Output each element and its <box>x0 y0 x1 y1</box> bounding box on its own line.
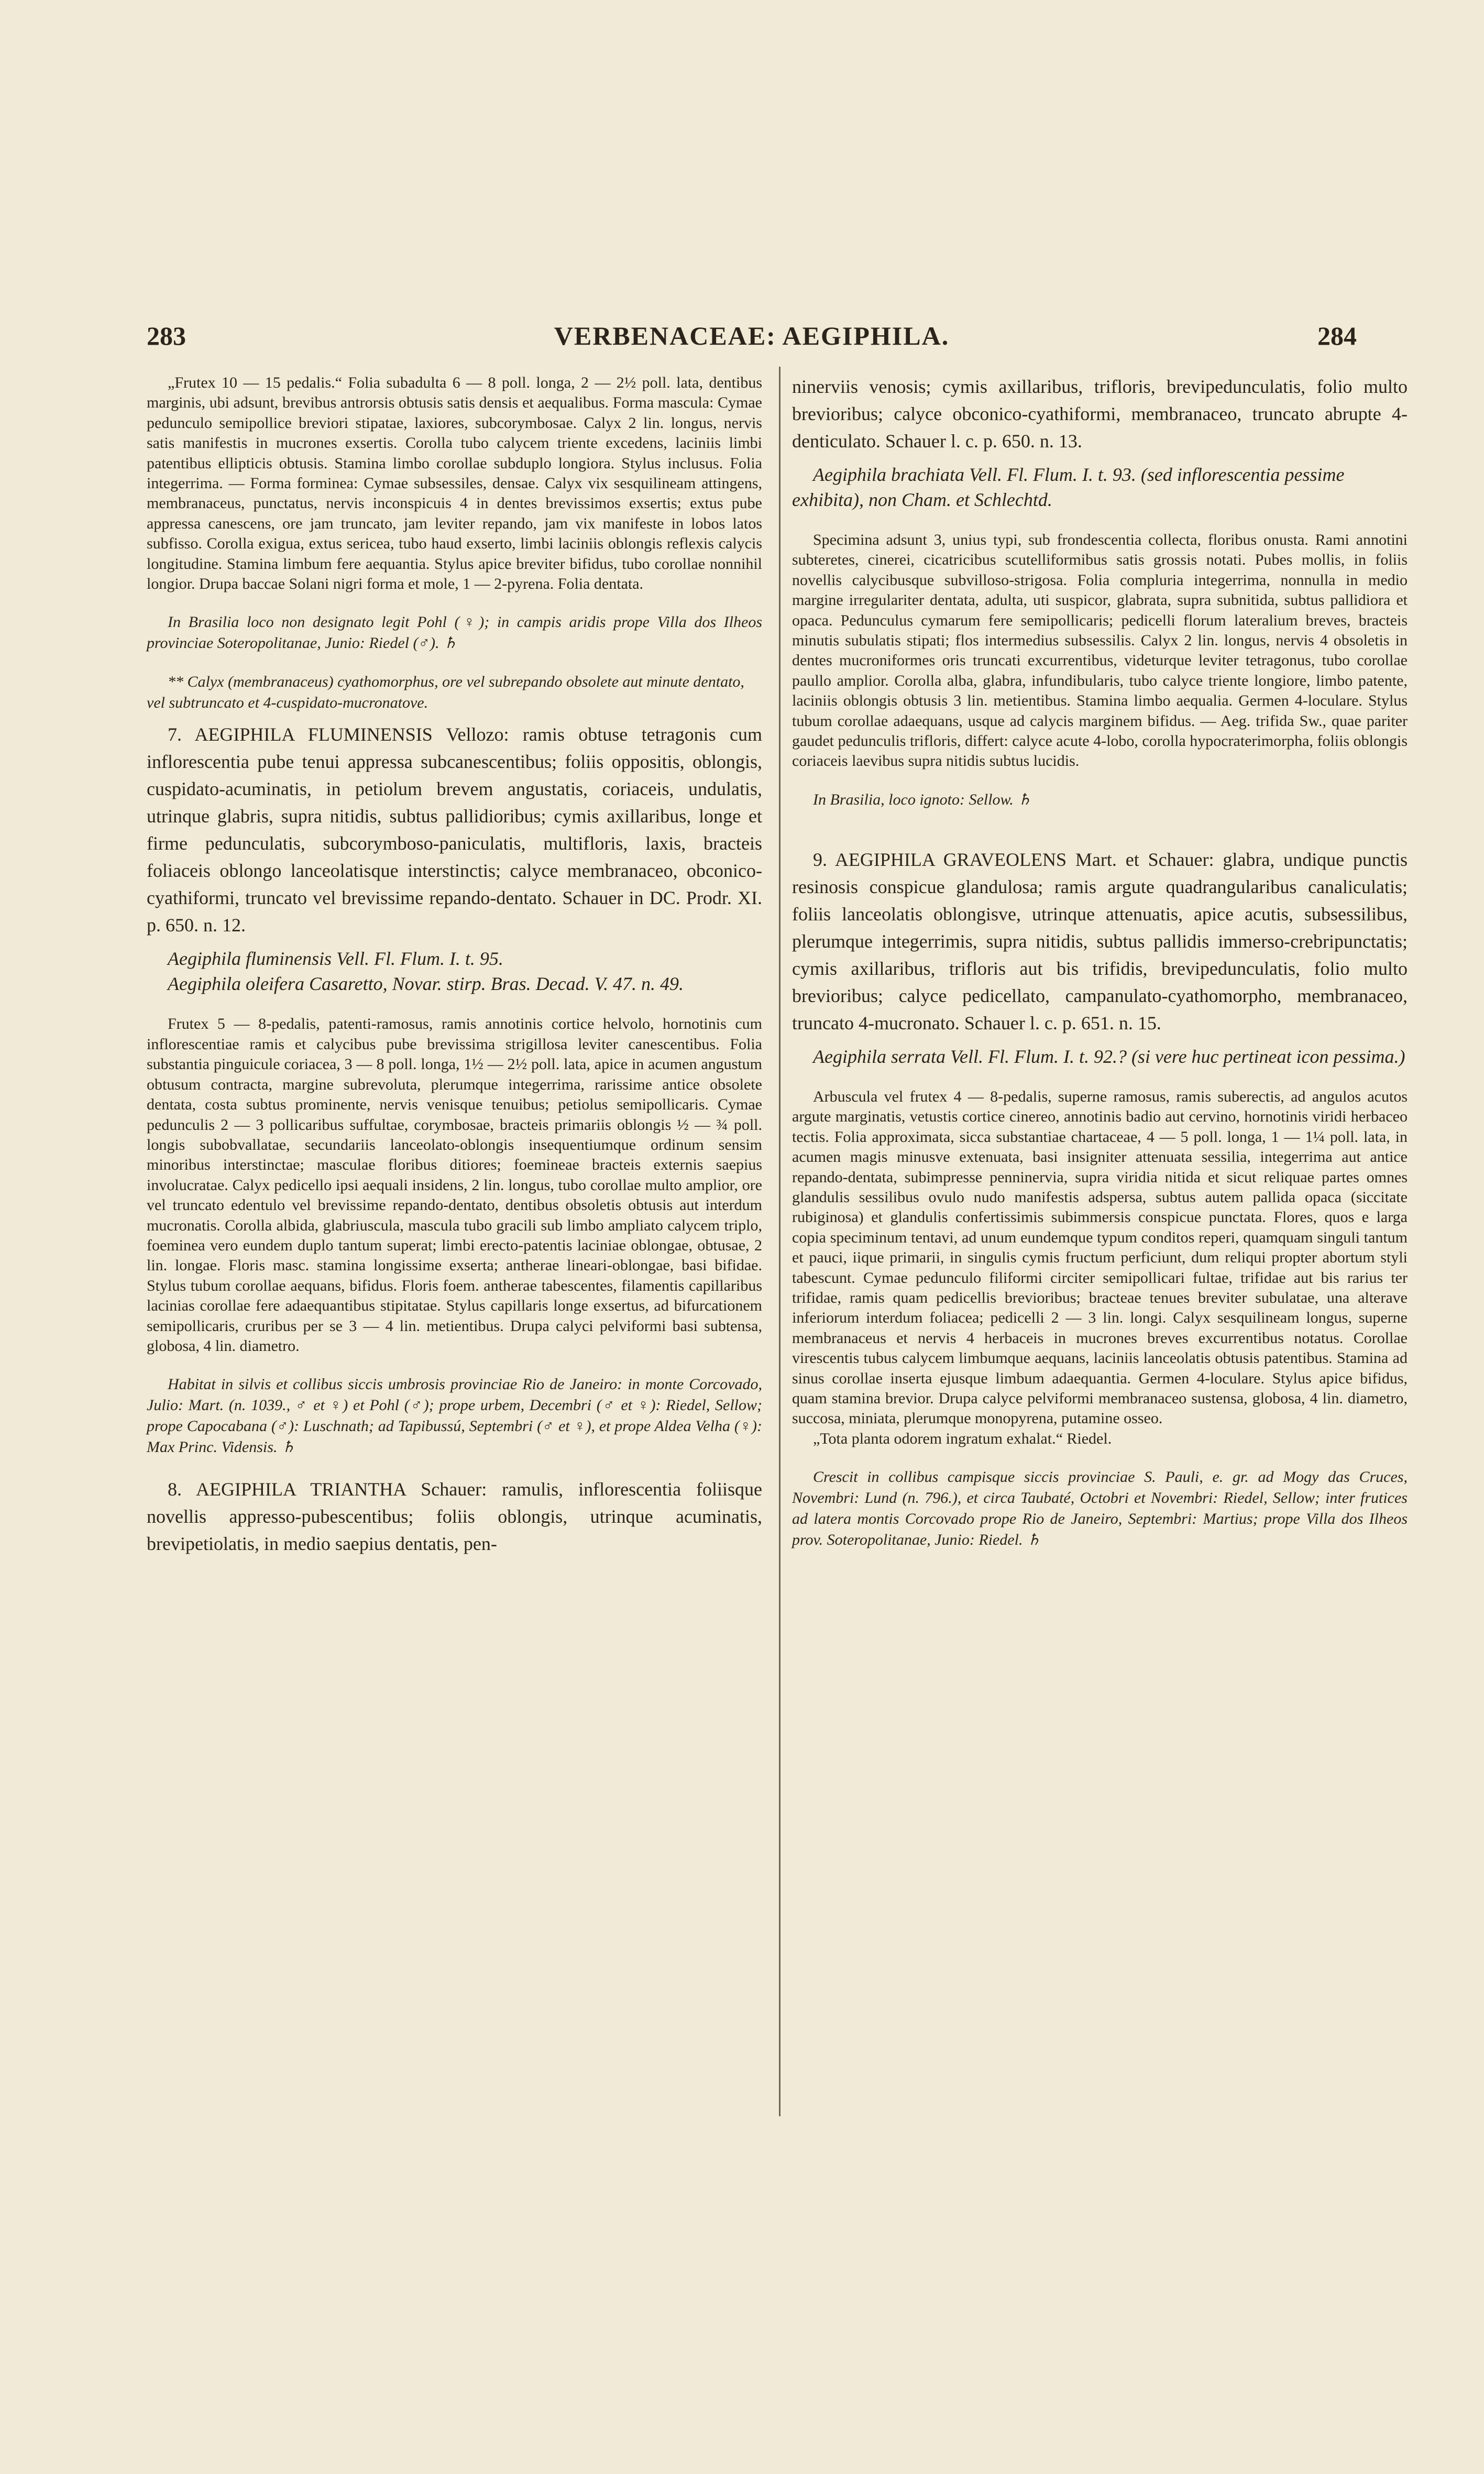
right-column <box>792 373 1408 1551</box>
page-number-right: 284 <box>1317 321 1357 350</box>
species-heading-7: 7. AEGIPHILA FLUMINENSIS Vellozo: ramis obtuse tetragonis cum inflorescentia pube tenui appressa subcanescentibus; foliis oppositis, oblongis, cuspidato-acuminatis, in petiolum brevem angustatis, coriaceis, undulatis, utrinque glabris, supra nitidis, subtus pallidioribus; cymis axillaribus, longe et firme pedunculatis, subcorymboso-paniculatis, multifloris, laxis, bracteis foliaceis oblongo lanceolatisque interstinctis; calyce membranaceo, obconico-cyathiformi, truncato vel brevissime repando-dentato. Schauer in DC. Prodr. XI. p. 650. n. 12. <box>147 724 762 936</box>
running-title: VERBENACEAE: AEGIPHILA. <box>554 321 950 350</box>
habitat-paragraph: In Brasilia loco non designato legit Pohl (♀); in campis aridis prope Villa dos Ilheos provinciae Soteropolitanae, Junio: Riedel (♂). ♄ <box>147 613 762 652</box>
habitat-paragraph: In Brasilia, loco ignoto: Sellow. ♄ <box>813 790 1032 808</box>
synonym-line: Aegiphila fluminensis Vell. Fl. Flum. I. t. 95. <box>168 948 503 970</box>
quotation-line: „Tota planta odorem ingratum exhalat.“ Riedel. <box>813 1430 1112 1447</box>
habitat-paragraph: Habitat in silvis et collibus siccis umbrosis provinciae Rio de Janeiro: in monte Corcovado, Julio: Mart. (n. 1039., ♂ et ♀) et Pohl (♂); prope urbem, Decembri (♂ et ♀): Riedel, Sellow; prope Capocabana (♂): Luschnath; ad Tapibussú, Septembri (♂ et ♀), et prope Aldea Velha (♀): Max Princ. Vidensis. ♄ <box>147 1376 762 1456</box>
species-heading-8-continued: ninerviis venosis; cymis axillaribus, trifloris, brevipedunculatis, folio multo brevioribus; calyce obconico-cyathiformi, membranaceo, truncato abrupte 4-denticulato. Schauer l. c. p. 650. n. 13. <box>792 376 1408 452</box>
species-heading-8: 8. AEGIPHILA TRIANTHA Schauer: ramulis, inflorescentia foliisque novellis appresso-pubescentibus; foliis oblongis, utrinque acuminatis, brevipetiolatis, in medio saepius dentatis, pen- <box>147 1479 762 1555</box>
running-header <box>147 321 1357 357</box>
description-paragraph: Specimina adsunt 3, unius typi, sub frondescentia collecta, floribus onusta. Rami annotini subteretes, cinerei, cicatricibus scutelliformibus satis grossis notati. Pubes mollis, in foliis novellis calycibusque subvilloso-strigosa. Folia compluria integerrima, nonnulla in medio margine irregulariter dentata, adulta, uti suspicor, glabrata, supra subnitida, subtus pallidiora et opaca. Pedunculus cymarum fere semipollicaris; pedicelli florum lateralium breves, bracteis minutis subulatis stipati; flos intermedius subsessilis. Calyx 2 lin. longus, nervis 4 obsoletis in dentes mucroniformes oris truncati excurrentibus, videturque leviter tetragonus, tubo corollae paullo amplior. Corolla alba, glabra, infundibularis, tubo calyce triente longiore, limbo patente, laciniis oblongis obtusis 3 lin. metientibus. Stamina limbo aequalia. Germen 4-loculare. Stylus tubum corollae adaequans, usque ad calycis marginem bifidus. — Aeg. trifida Sw., quae pariter gaudet pedunculis trifloris, differt: calyce acute 4-lobo, corolla hypocraterimorpha, foliis oblongis coriaceis laevibus supra nitidis subtus lucidis. <box>792 531 1408 770</box>
group-note: ** Calyx (membranaceus) cyathomorphus, ore vel subrepando obsolete aut minute dentato, vel subtruncato et 4-cuspidato-mucronatove. <box>147 673 744 712</box>
page-number-left: 283 <box>147 321 186 350</box>
habitat-paragraph: Crescit in collibus campisque siccis provinciae S. Pauli, e. gr. ad Mogy das Cruces, Novembri: Lund (n. 796.), et circa Taubaté, Octobri et Novembri: Riedel, Sellow; inter frutices ad latera montis Corcovado prope Rio de Janeiro, Septembri: Martius; prope Villa dos Ilheos prov. Soteropolitanae, Junio: Riedel. ♄ <box>792 1468 1408 1549</box>
column-divider <box>779 367 781 2116</box>
description-paragraph: „Frutex 10 — 15 pedalis.“ Folia subadulta 6 — 8 poll. longa, 2 — 2½ poll. lata, dentibus marginis, ubi adsunt, brevibus antrorsis obtusis satis densis et aequalibus. Forma mascula: Cymae pedunculo semipollice breviori stipatae, laxiores, subcorymbosae. Calyx 2 lin. longus, nervis satis manifestis in mucrones exsertis. Corolla tubo calycem triente excedens, laciniis limbi patentibus ellipticis obtusis. Stamina limbo corollae subduplo longiora. Stylus inclusus. Folia integerrima. — Forma forminea: Cymae subsessiles, densae. Calyx vix sesquilineam attingens, membranaceus, punctatus, nervis inconspicuis 4 in dentes brevissimos exsertis; extus pube appressa canescens, ore jam truncato, jam leviter repando, jam vix manifeste in lobos latos subfisso. Corolla exigua, extus sericea, tubo haud exserto, limbi laciniis oblongis reflexis calycis longitudine. Stamina limbum fere aequantia. Stylus apice breviter bifidus, tubo corollae nonnihil longior. Drupa baccae Solani nigri forma et mole, 1 — 2-pyrena. Folia dentata. <box>147 374 762 593</box>
description-paragraph: Frutex 5 — 8-pedalis, patenti-ramosus, ramis annotinis cortice helvolo, hornotinis cum inflorescentiae ramis et calycibus pube brevissima strigillosa leviter canescentibus. Folia substantia pinguicule coriacea, 3 — 8 poll. longa, 1½ — 2½ poll. lata, apice in acumen angustum obtusum contracta, margine subrevoluta, plerumque integerrima, rarissime antice obsolete dentata, costa subtus prominente, nervis venisque tenuibus; petiolus semipollicaris. Cymae pedunculis 2 — 3 pollicaribus suffultae, corymbosae, bracteis primariis oblongis ½ — ¾ poll. longis subobvallatae, secundariis lanceolato-oblongis insequentiumque ordinum sensim minoribus interstinctae; masculae floribus ditiores; foemineae bracteis externis saepius involucratae. Calyx pedicello ipsi aequali insidens, 2 lin. longus, tubo corollae multo amplior, ore vel truncato edentulo vel brevissime repando-dentato, dentibus obsoletis obtusis aut interdum mucronatis. Corolla albida, glabriuscula, mascula tubo gracili sub limbo ampliato calycem triplo, foeminea vero eundem duplo tantum superat; limbi erecto-patentis laciniae oblongae, obtusae, 2 lin. longae. Floris masc. stamina longissime exserta; antherae lineari-oblongae, basi bifidae. Stylus tubum corollae aequans, bifidus. Floris foem. antherae tabescentes, filamentis capillaribus lacinias corollae fere adaequantibus stipitatae. Stylus capillaris longe exsertus, ad bifurcationem semipollicaris, cruribus per se 3 — 4 lin. metientibus. Drupa calyci pelviformi basi subtensa, globosa, 4 lin. diametro. <box>147 1015 762 1355</box>
description-paragraph: Arbuscula vel frutex 4 — 8-pedalis, superne ramosus, ramis suberectis, ad angulos acutos argute marginatis, vetustis cortice cinereo, annotinis badio aut cervino, hornotinis viridi herbaceo tectis. Folia approximata, sicca substantiae chartaceae, 4 — 5 poll. longa, 1 — 1¼ poll. lata, in acumen magis minusve extenuata, basi insigniter attenuata sessilia, integerrima aut antice repando-dentata, subimpresse penninervia, supra viridia nitida et sicut reliquae partes omnes glandulis sessilibus ovulo nudo manifestis adspersa, subtus autem pallida opaca (siccitate rubiginosa) et glandulis confertissimis subimmersis conspicue punctata. Flores, quos e larga copia speciminum tentavi, ad unum eundemque typum conditos reperi, quamquam singuli tantum et pauci, iique primarii, in singulis cymis fructum perficiunt, dum reliqui propter abortum styli tabescunt. Cymae pedunculo filiformi circiter semipollicari fultae, trifidae aut bis rarius ter trifidae, ramis quam pedicellis brevioribus; bracteae tenues breviter subulatae, una alterave inferiorum interdum foliacea; pedicelli 2 — 3 lin. longi. Calyx sesquilineam longus, superne membranaceus et nervis 4 herbaceis in mucrones breves excurrentibus notatus. Corollae virescentis tubus calycem limbumque aequans, laciniis lanceolatis obtusis patentibus. Stamina ad sinus corollae inserta ejusque limbum adaequantia. Germen 4-loculare. Stylus apice bifidus, quam stamina brevior. Drupa calyce pelviformi membranaceo sustensa, globosa, 4 lin. diametro, succosa, miniata, plerumque monopyrena, putamine osseo. <box>792 1087 1408 1427</box>
synonym-line: Aegiphila brachiata Vell. Fl. Flum. I. t. 93. (sed inflorescentia pessime exhibita), non Cham. et Schlechtd. <box>792 464 1345 510</box>
left-column <box>147 373 762 1557</box>
synonym-line: Aegiphila oleifera Casaretto, Novar. stirp. Bras. Decad. V. 47. n. 49. <box>168 973 684 995</box>
synonym-line: Aegiphila serrata Vell. Fl. Flum. I. t. 92.? (si vere huc pertineat icon pessima.) <box>813 1046 1405 1067</box>
species-heading-9: 9. AEGIPHILA GRAVEOLENS Mart. et Schauer: glabra, undique punctis resinosis conspicue glandulosa; ramis argute quadrangularibus canaliculatis; foliis lanceolatis oblongisve, utrinque attenuatis, apice acutis, subsessilibus, plerumque integerrimis, supra nitidis, subtus pallidis immerso-crebripunctatis; cymis axillaribus, trifloris aut bis trifidis, brevipedunculatis, folio multo brevioribus; calyce pedicellato, campanulato-cyathomorpho, membranaceo, truncato 4-mucronato. Schauer l. c. p. 651. n. 15. <box>792 849 1408 1033</box>
